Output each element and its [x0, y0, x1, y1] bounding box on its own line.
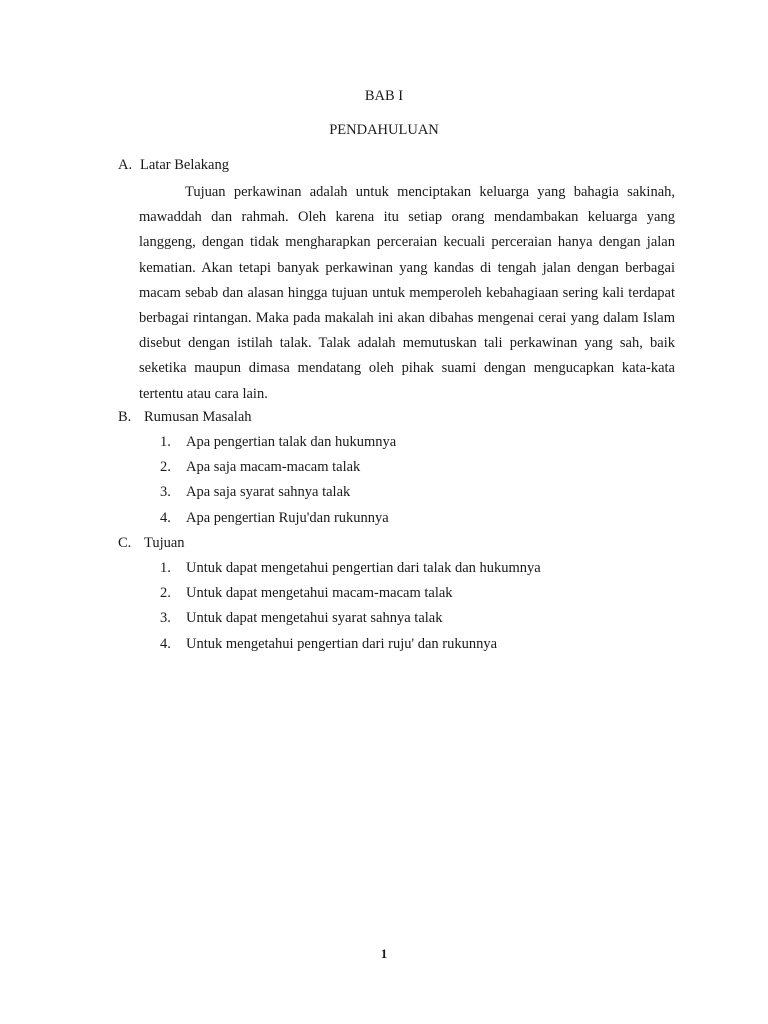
- chapter-title: PENDAHULUAN: [329, 122, 439, 138]
- section-letter: A.: [118, 157, 133, 173]
- list-number: 2.: [160, 459, 171, 476]
- list-text: Apa saja syarat sahnya talak: [186, 484, 351, 501]
- list-item: [160, 506, 396, 531]
- objectives-list: [160, 556, 541, 657]
- list-text: Apa pengertian talak dan hukumnya: [186, 434, 397, 450]
- list-item: [160, 455, 396, 480]
- section-letter: B.: [118, 409, 132, 425]
- list-item: [160, 480, 396, 505]
- list-item: [160, 581, 541, 606]
- list-text: Untuk dapat mengetahui macam-macam talak: [186, 585, 453, 602]
- page-number: 1: [380, 946, 388, 961]
- section-title: Tujuan: [144, 535, 185, 551]
- list-number: 3.: [160, 610, 171, 627]
- list-item: [160, 632, 541, 657]
- list-item: [160, 556, 541, 581]
- section-title: Latar Belakang: [140, 157, 229, 173]
- list-text: Untuk dapat mengetahui syarat sahnya talak: [186, 610, 443, 627]
- section-letter: C.: [118, 535, 132, 551]
- section-heading-rumusan-masalah: [118, 409, 252, 426]
- section-heading-latar-belakang: [118, 157, 229, 174]
- list-number: 4.: [160, 509, 171, 526]
- list-number: 1.: [160, 434, 171, 450]
- list-text: Untuk mengetahui pengertian dari ruju' dan rukunnya: [186, 635, 498, 652]
- list-item: [160, 430, 396, 455]
- list-text: Apa saja macam-macam talak: [186, 459, 361, 476]
- section-heading-tujuan: [118, 535, 185, 552]
- list-number: 2.: [160, 585, 171, 602]
- chapter-heading: BAB I: [364, 88, 404, 104]
- list-text: Untuk dapat mengetahui pengertian dari talak dan hukumnya: [186, 560, 541, 576]
- list-text: Apa pengertian Ruju'dan rukunnya: [186, 509, 389, 526]
- list-number: 3.: [160, 484, 171, 501]
- problem-statement-list: [160, 430, 396, 531]
- section-title: Rumusan Masalah: [144, 409, 252, 425]
- list-number: 1.: [160, 560, 171, 576]
- list-item: [160, 606, 541, 631]
- background-paragraph: Tujuan perkawinan adalah untuk menciptakan keluarga yang bahagia sakinah, mawaddah dan rahmah. Oleh karena itu setiap orang mendambakan keluarga yang langgeng, dengan tidak mengharapkan perceraian kecuali perceraian hanya dengan jalan kematian. Akan tetapi banyak perkawinan yang kandas di tengah jalan dengan berbagai macam sebab dan alasan hingga tujuan untuk memperoleh kebahagiaan sering kali terdapat berbagai rintangan. Maka pada makalah ini akan dibahas mengenai cerai yang dalam Islam disebut dengan istilah talak. Talak adalah memutuskan tali perkawinan yang sah, baik seketika maupun dimasa mendatang oleh pihak suami dengan mengucapkan kata-kata tertentu atau cara lain.: [139, 184, 675, 402]
- list-number: 4.: [160, 635, 171, 652]
